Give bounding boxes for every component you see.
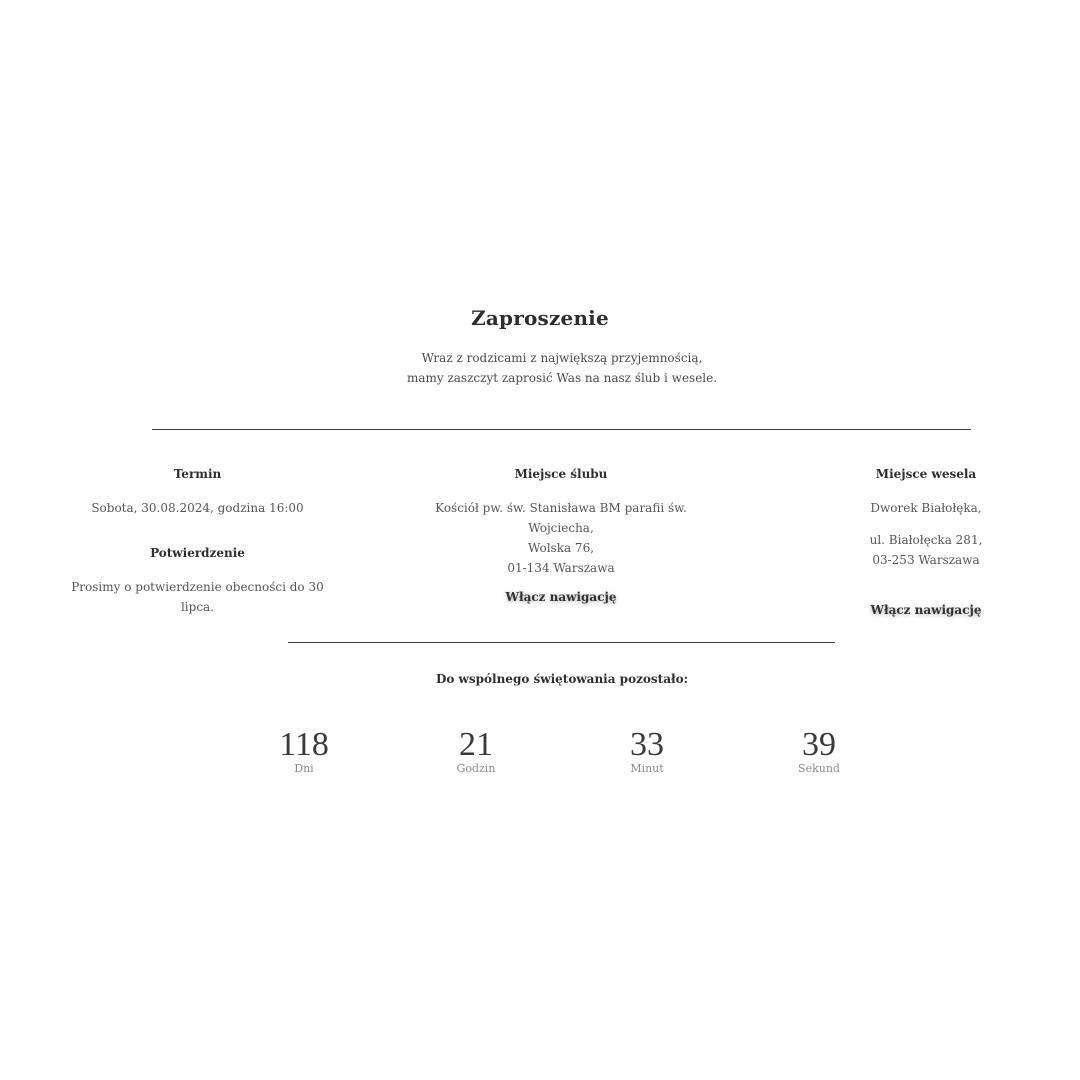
reception-address-line-1: ul. Białołęcka 281, bbox=[869, 533, 983, 547]
ceremony-address bbox=[402, 498, 720, 578]
reception-address-line-2: 03-253 Warszawa bbox=[872, 553, 980, 567]
countdown-hours bbox=[426, 728, 526, 776]
intro-line-2: mamy zaszczyt zaprosić Was na nasz ślub i wesele. bbox=[406, 371, 718, 385]
term-value: Sobota, 30.08.2024, godzina 16:00 bbox=[91, 501, 304, 515]
countdown-seconds bbox=[769, 728, 869, 776]
term-heading: Termin bbox=[173, 467, 222, 481]
countdown-label: Do wspólnego świętowania pozostało: bbox=[435, 672, 689, 686]
countdown-minutes-value: 33 bbox=[630, 726, 664, 763]
divider-middle bbox=[288, 642, 835, 643]
reception-name: Dworek Białołęka, bbox=[870, 501, 982, 515]
countdown-days-value: 118 bbox=[279, 726, 329, 763]
confirmation-heading: Potwierdzenie bbox=[150, 546, 245, 560]
reception-navigation-button[interactable]: Włącz nawigację bbox=[870, 603, 982, 617]
reception-address bbox=[866, 530, 986, 570]
countdown-minutes bbox=[597, 728, 697, 776]
divider-top bbox=[152, 429, 971, 430]
ceremony-heading: Miejsce ślubu bbox=[514, 467, 608, 481]
invitation-intro bbox=[0, 348, 1080, 388]
invitation-title: Zaproszenie bbox=[471, 306, 609, 330]
countdown-hours-value: 21 bbox=[459, 726, 493, 763]
intro-line-1: Wraz z rodzicami z największą przyjemnością, bbox=[421, 351, 703, 365]
countdown-seconds-value: 39 bbox=[802, 726, 836, 763]
ceremony-address-line-1: Kościół pw. św. Stanisława BM parafii św. Wojciecha, bbox=[435, 501, 687, 535]
ceremony-address-line-3: 01-134 Warszawa bbox=[507, 561, 615, 575]
confirmation-value: Prosimy o potwierdzenie obecności do 30 lipca. bbox=[71, 580, 324, 614]
countdown-minutes-unit: Minut bbox=[630, 762, 664, 775]
countdown-days bbox=[254, 728, 354, 776]
ceremony-navigation-button[interactable]: Włącz nawigację bbox=[505, 590, 617, 604]
countdown-seconds-unit: Sekund bbox=[798, 762, 840, 775]
countdown-days-unit: Dni bbox=[294, 762, 314, 775]
reception-heading: Miejsce wesela bbox=[875, 467, 977, 481]
countdown-hours-unit: Godzin bbox=[456, 762, 496, 775]
ceremony-address-line-2: Wolska 76, bbox=[527, 541, 595, 555]
